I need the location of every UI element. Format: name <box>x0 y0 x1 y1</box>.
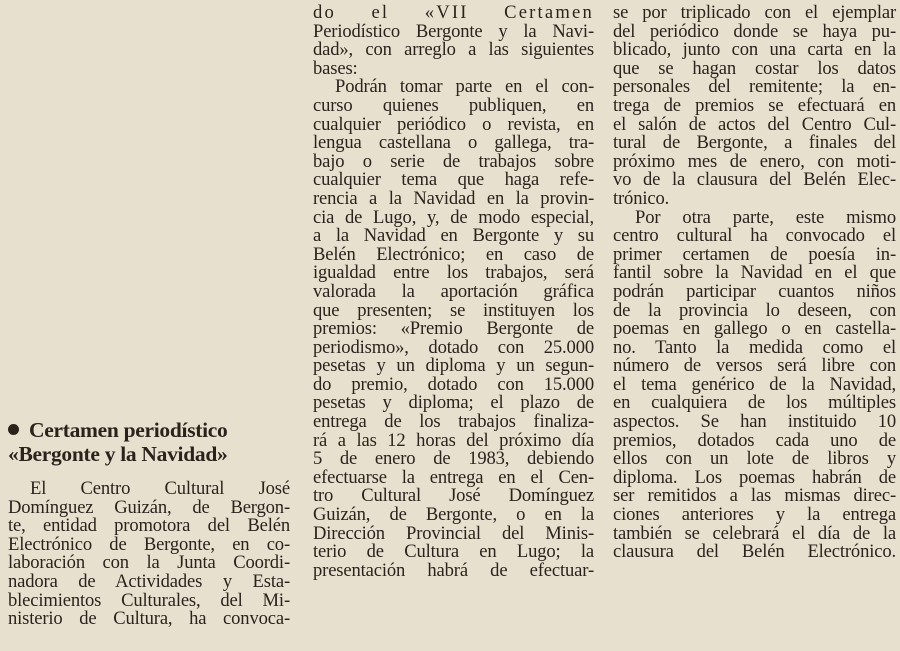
text-line: del periódico donde se haya pu- <box>613 20 896 42</box>
column-3-text <box>613 4 896 562</box>
text-line: primer certamen de poesía in- <box>613 243 896 265</box>
headline-line-1 <box>8 418 290 442</box>
text-line: el salón de actos del Centro Cul- <box>613 113 896 135</box>
text-line: de la provincia lo deseen, con <box>613 299 896 321</box>
bullet-icon <box>8 424 19 435</box>
text-line: número de versos será libre con <box>613 355 896 377</box>
text-line: nadora de Actividades y Esta- <box>8 570 290 592</box>
text-line: trega de premios se efectuará en <box>613 94 896 116</box>
column-1-text <box>8 480 290 629</box>
text-line: valorada la aportación gráfica <box>313 280 594 302</box>
text-line: trónico. <box>613 187 670 209</box>
text-line: do el «VII Certamen <box>313 2 594 23</box>
text-line: tural de Bergonte, a finales del <box>613 132 896 154</box>
text-line: Electrónico de Bergonte, en co- <box>8 533 290 555</box>
text-line: El Centro Cultural José <box>30 478 290 499</box>
text-line: pesetas y un diploma y un segun- <box>313 355 594 377</box>
text-line: te, entidad promotora del Belén <box>8 515 290 537</box>
text-line: próximo mes de enero, con moti- <box>613 150 896 172</box>
text-line: vo de la clausura del Belén Elec- <box>613 169 896 191</box>
text-line: periodismo», dotado con 25.000 <box>313 336 594 358</box>
text-line: rá a las 12 horas del próximo día <box>313 429 594 451</box>
text-line: pesetas y diploma; el plazo de <box>313 392 594 414</box>
text-line: centro cultural ha convocado el <box>613 225 896 247</box>
text-line: premios: «Premio Bergonte de <box>313 318 594 340</box>
text-line: se por triplicado con el ejemplar <box>613 2 896 23</box>
text-line: aspectos. Se han instituido 10 <box>613 411 896 433</box>
text-line: fantil sobre la Navidad en el que <box>613 262 896 284</box>
text-line: presentación habrá de efectuar- <box>313 559 594 581</box>
text-line: ser remitidos a las mismas direc- <box>613 485 896 507</box>
text-line: blecimientos Culturales, del Mi- <box>8 589 290 611</box>
text-line: lengua castellana o gallega, tra- <box>313 132 594 154</box>
text-line: igualdad entre los trabajos, será <box>313 262 594 284</box>
text-line: Domínguez Guizán, de Bergon- <box>8 496 290 518</box>
headline-line-1-text: Certamen periodístico <box>29 418 228 442</box>
text-line: también se celebrará el día de la <box>613 522 896 544</box>
text-line: cualquier tema que haga refe- <box>313 169 594 191</box>
text-line: do premio, dotado con 15.000 <box>313 373 594 395</box>
text-line: Periodístico Bergonte y la Navi- <box>313 20 594 42</box>
headline-line-2: «Bergonte y la Navidad» <box>8 442 228 466</box>
text-line: Por otra parte, este mismo <box>635 206 896 228</box>
text-line: no. Tanto la medida como el <box>613 336 896 358</box>
column-2-text <box>313 4 594 580</box>
text-line: Belén Electrónico; en caso de <box>313 243 594 265</box>
text-line: ellos con un lote de libros y <box>613 448 896 470</box>
text-line: poemas en gallego o en castella- <box>613 318 896 340</box>
text-line: que presenten; se instituyen los <box>313 299 594 321</box>
text-line: que se hagan costar los datos <box>613 57 896 79</box>
text-line: nisterio de Cultura, ha convoca- <box>8 608 290 630</box>
text-line: terio de Cultura en Lugo; la <box>313 541 594 563</box>
article-headline <box>8 418 290 466</box>
text-line: tro Cultural José Domínguez <box>313 485 594 507</box>
text-line: personales del remitente; la en- <box>613 76 896 98</box>
text-line: 5 de enero de 1983, debiendo <box>313 448 594 470</box>
text-line: blicado, junto con una carta en la <box>613 39 896 61</box>
text-line: bases: <box>313 57 358 79</box>
text-line: laboración con la Junta Coordi- <box>8 552 290 574</box>
text-line: Guizán, de Bergonte, o en la <box>313 504 594 526</box>
text-line: cia de Lugo, y, de modo especial, <box>313 206 594 228</box>
text-line: diploma. Los poemas habrán de <box>613 466 896 488</box>
text-line: en cualquiera de los múltiples <box>613 392 896 414</box>
text-line: Podrán tomar parte en el con- <box>335 76 594 98</box>
text-line: a la Navidad en Bergonte y su <box>313 225 594 247</box>
text-line: rencia a la Navidad en la provin- <box>313 187 594 209</box>
text-line: Dirección Provincial del Minis- <box>313 522 594 544</box>
text-line: ciones anteriores y la entrega <box>613 504 896 526</box>
text-line: dad», con arreglo a las siguientes <box>313 39 594 61</box>
text-line: clausura del Belén Electrónico. <box>613 541 896 563</box>
text-line: bajo o serie de trabajos sobre <box>313 150 594 172</box>
text-line: curso quienes publiquen, en <box>313 94 594 116</box>
text-line: entrega de los trabajos finaliza- <box>313 411 594 433</box>
text-line: cualquier periódico o revista, en <box>313 113 594 135</box>
text-line: premios, dotados cada uno de <box>613 429 896 451</box>
text-line: efectuarse la entrega en el Cen- <box>313 466 594 488</box>
text-line: podrán participar cuantos niños <box>613 280 896 302</box>
text-line: el tema genérico de la Navidad, <box>613 373 896 395</box>
